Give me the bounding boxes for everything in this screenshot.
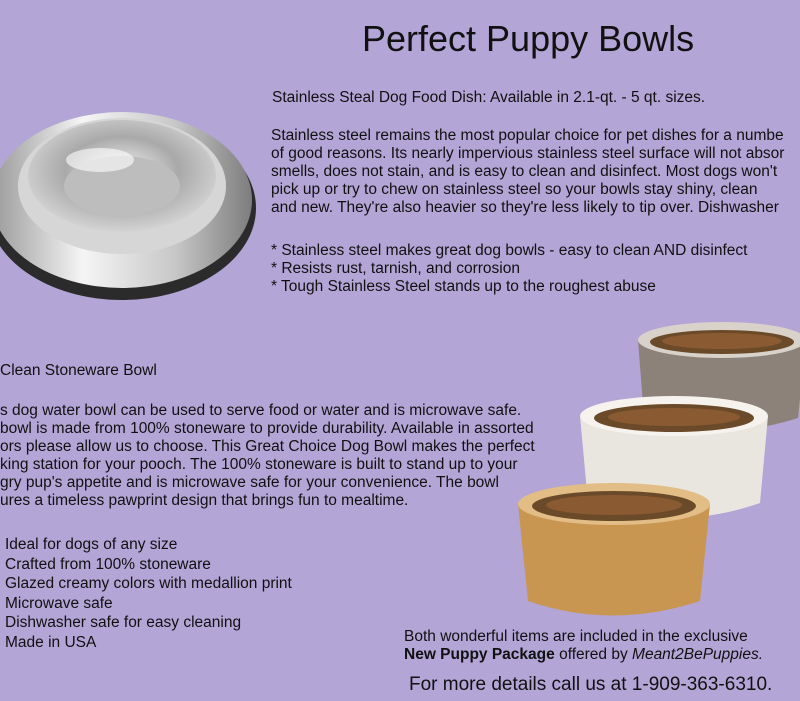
- contact-block: [409, 674, 772, 696]
- stoneware-bowls-image: [514, 318, 800, 623]
- stoneware-description-line: ures a timeless pawprint design that brings fun to mealtime.: [0, 492, 409, 509]
- stoneware-feature-item: Crafted from 100% stoneware: [5, 555, 211, 573]
- stoneware-feature-item: Ideal for dogs of any size: [5, 536, 178, 553]
- stoneware-description-line: gry pup's appetite and is microwave safe for your convenience. The bowl: [0, 474, 499, 491]
- dish-feature-item: * Stainless steel makes great dog bowls - easy to clean AND disinfect: [271, 242, 748, 259]
- dish-feature-list: [271, 242, 747, 296]
- footer-line-1: Both wonderful items are included in the exclusive: [404, 628, 748, 645]
- stoneware-feature-item: Made in USA: [5, 633, 97, 651]
- dish-description-line: and new. They're also heavier so they're less likely to tip over. Dishwasher: [271, 199, 779, 216]
- footer: [404, 628, 763, 664]
- dish-description-line: smells, does not stain, and is easy to clean and disinfect. Most dogs won't: [271, 163, 778, 180]
- stoneware-feature-item: Microwave safe: [5, 594, 113, 612]
- stoneware-heading: Clean Stoneware Bowl: [0, 362, 157, 379]
- contact-line: For more details call us at 1-909-363-6310.: [409, 674, 773, 695]
- page-title: Perfect Puppy Bowls: [362, 18, 695, 59]
- dish-feature-item: * Tough Stainless Steel stands up to the roughest abuse: [271, 278, 656, 295]
- stoneware-description-line: ors please allow us to choose. This Great Choice Dog Bowl makes the perfect: [0, 438, 535, 455]
- dish-description-line: pick up or try to chew on stainless steel so your bowls stay shiny, clean: [271, 181, 758, 198]
- package-name: New Puppy Package: [404, 646, 555, 663]
- dish-feature-item: * Resists rust, tarnish, and corrosion: [271, 260, 520, 277]
- offered-by-text: offered by: [554, 646, 633, 663]
- stoneware-description-line: s dog water bowl can be used to serve food or water and is microwave safe.: [0, 402, 522, 419]
- dish-heading: Stainless Steal Dog Food Dish: Available in 2.1-qt. - 5 qt. sizes.: [272, 89, 706, 106]
- stoneware-description-line: bowl is made from 100% stoneware to provide durability. Available in assorted: [0, 420, 534, 437]
- stoneware-feature-list: [5, 535, 292, 652]
- dish-description-line: of good reasons. Its nearly impervious stainless steel surface will not absor: [271, 145, 785, 162]
- stoneware-description: [0, 402, 535, 510]
- stoneware-feature-item: Dishwasher safe for easy cleaning: [5, 614, 242, 631]
- stoneware-description-line: king station for your pooch. The 100% stoneware is built to stand up to your: [0, 456, 518, 473]
- dish-description-line: Stainless steel remains the most popular choice for pet dishes for a numbe: [271, 127, 784, 144]
- dish-description: [271, 127, 784, 217]
- footer-line-2: [404, 646, 763, 664]
- stoneware-feature-item: Glazed creamy colors with medallion print: [5, 575, 292, 592]
- brand-name: Meant2BePuppies.: [632, 646, 764, 663]
- stainless-steel-dish-image: [0, 68, 262, 308]
